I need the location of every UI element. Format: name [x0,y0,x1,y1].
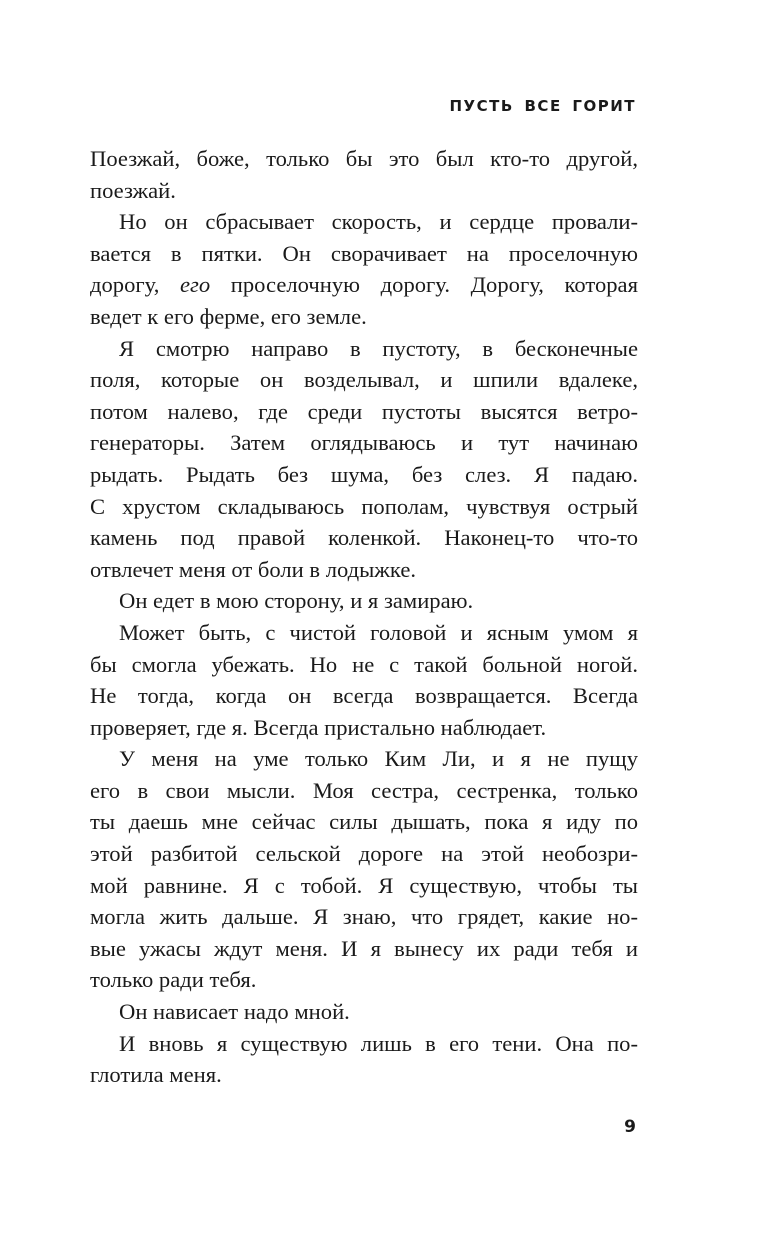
text-line: вается в пятки. Он сворачивает на проселочную [90,240,638,266]
text-line: Может быть, с чистой головой и ясным умом я [119,619,638,645]
text-line: Не тогда, когда он всегда возвращается. Всегда [90,683,638,709]
text-line: Он едет в мою сторону, и я замираю. [119,588,474,614]
text-line: этой разбитой сельской дороге на этой необозри- [90,841,638,867]
text-line: мой равнине. Я с тобой. Я существую, чтобы ты [90,872,638,898]
text-line: И вновь я существую лишь в его тени. Она по- [119,1030,638,1056]
text-segment: дорогу, [90,272,180,298]
text-line: проверяет, где я. Всегда пристально наблюдает. [90,714,547,740]
text-line: глотила меня. [90,1062,222,1088]
text-line: отвлечет меня от боли в лодыжке. [90,556,416,582]
body-text [90,143,638,1091]
text-line: Я смотрю направо в пустоту, в бесконечные [119,335,638,361]
text-line: камень под правой коленкой. Наконец-то что-то [90,525,638,551]
running-head: ПУСТЬ ВСЕ ГОРИТ [449,97,636,115]
text-line: его в свои мысли. Моя сестра, сестренка, только [90,777,638,803]
text-line: могла жить дальше. Я знаю, что грядет, какие но- [90,904,638,930]
text-line [90,269,638,301]
italic-emphasis: его [180,272,211,298]
text-line: поля, которые он возделывал, и шпили вдалеке, [90,367,638,393]
text-line: У меня на уме только Ким Ли, и я не пущу [119,746,638,772]
text-line: генераторы. Затем оглядываюсь и тут начинаю [90,430,638,456]
text-line: потом налево, где среди пустоты высятся ветро- [90,398,638,424]
text-line: рыдать. Рыдать без шума, без слез. Я падаю. [90,461,638,487]
text-segment: проселочную дорогу. Дорогу, которая [210,272,638,298]
text-line: Он нависает надо мной. [119,999,350,1025]
text-line: вые ужасы ждут меня. И я вынесу их ради тебя и [90,935,638,961]
text-line: ты даешь мне сейчас силы дышать, пока я иду по [90,809,638,835]
text-line: Поезжай, боже, только бы это был кто-то другой, [90,146,638,171]
text-line: ведет к его ферме, его земле. [90,303,367,329]
text-line: С хрустом складываюсь пополам, чувствуя острый [90,493,638,519]
text-line: Но он сбрасывает скорость, и сердце провали- [119,209,638,235]
page-number: 9 [624,1117,636,1137]
text-line: поезжай. [90,177,176,203]
text-line: только ради тебя. [90,967,257,993]
text-line: бы смогла убежать. Но не с такой больной ногой. [90,651,638,677]
